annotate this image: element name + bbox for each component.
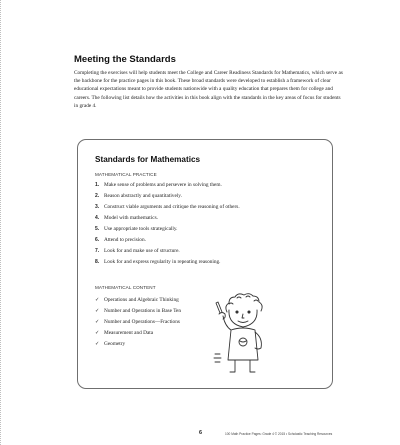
item-text: Reason abstractly and quantitatively.: [104, 193, 182, 199]
intro-paragraph: Completing the exercises will help students meet the College and Career Readiness Standards for Mathematics, which serve as the backbone for the practice pages in this book. These broad standards were developed to establish a framework of clear educational expectations meant to provide students nationwide with a quality education that prepares them for college and careers. The following list details how the activities in this book align with the standards in the key areas of focus for students in grade 4.: [74, 70, 343, 109]
list-item: [95, 340, 181, 348]
item-number: 8.: [95, 259, 100, 265]
checkmark-icon: ✓: [95, 319, 100, 325]
item-number: 4.: [95, 215, 100, 221]
checkmark-icon: ✓: [95, 341, 100, 347]
item-text: Geometry: [104, 341, 126, 347]
list-item: [95, 258, 305, 266]
item-text: Construct viable arguments and critique the reasoning of others.: [104, 204, 240, 210]
item-text: Make sense of problems and persevere in solving them.: [104, 182, 222, 188]
item-number: 1.: [95, 182, 100, 188]
list-item: [95, 214, 305, 222]
checkmark-icon: ✓: [95, 308, 100, 314]
student-illustration: [211, 290, 283, 380]
section-title: Meeting the Standards: [74, 54, 176, 65]
list-item: [95, 296, 181, 304]
content-list: [95, 296, 181, 351]
list-item: [95, 307, 181, 315]
item-text: Look for and express regularity in repeating reasoning.: [104, 259, 221, 265]
box-title: Standards for Mathematics: [95, 155, 201, 164]
item-number: 7.: [95, 248, 100, 254]
item-number: 2.: [95, 193, 100, 199]
item-text: Attend to precision.: [104, 237, 146, 243]
item-text: Model with mathematics.: [104, 215, 158, 221]
item-text: Operations and Algebraic Thinking: [104, 297, 179, 303]
item-number: 5.: [95, 226, 100, 232]
list-item: [95, 329, 181, 337]
content-heading: MATHEMATICAL CONTENT: [95, 285, 156, 290]
item-number: 3.: [95, 204, 100, 210]
checkmark-icon: ✓: [95, 330, 100, 336]
page-edge-dotted-line: [0, 0, 3, 445]
item-text: Look for and make use of structure.: [104, 248, 180, 254]
list-item: [95, 236, 305, 244]
list-item: [95, 247, 305, 255]
item-text: Number and Operations—Fractions: [104, 319, 180, 325]
list-item: [95, 192, 305, 200]
footer-credit: 100 Math Practice Pages: Grade 4 © 2015 • Scholastic Teaching Resources: [225, 432, 333, 436]
page-number: 6: [199, 430, 203, 436]
checkmark-icon: ✓: [95, 297, 100, 303]
item-text: Use appropriate tools strategically.: [104, 226, 178, 232]
list-item: [95, 318, 181, 326]
list-item: [95, 181, 305, 189]
practice-heading: MATHEMATICAL PRACTICE: [95, 172, 157, 177]
list-item: [95, 225, 305, 233]
list-item: [95, 203, 305, 211]
item-text: Measurement and Data: [104, 330, 154, 336]
item-number: 6.: [95, 237, 100, 243]
item-text: Number and Operations in Base Ten: [104, 308, 182, 314]
practice-list: [95, 181, 305, 269]
